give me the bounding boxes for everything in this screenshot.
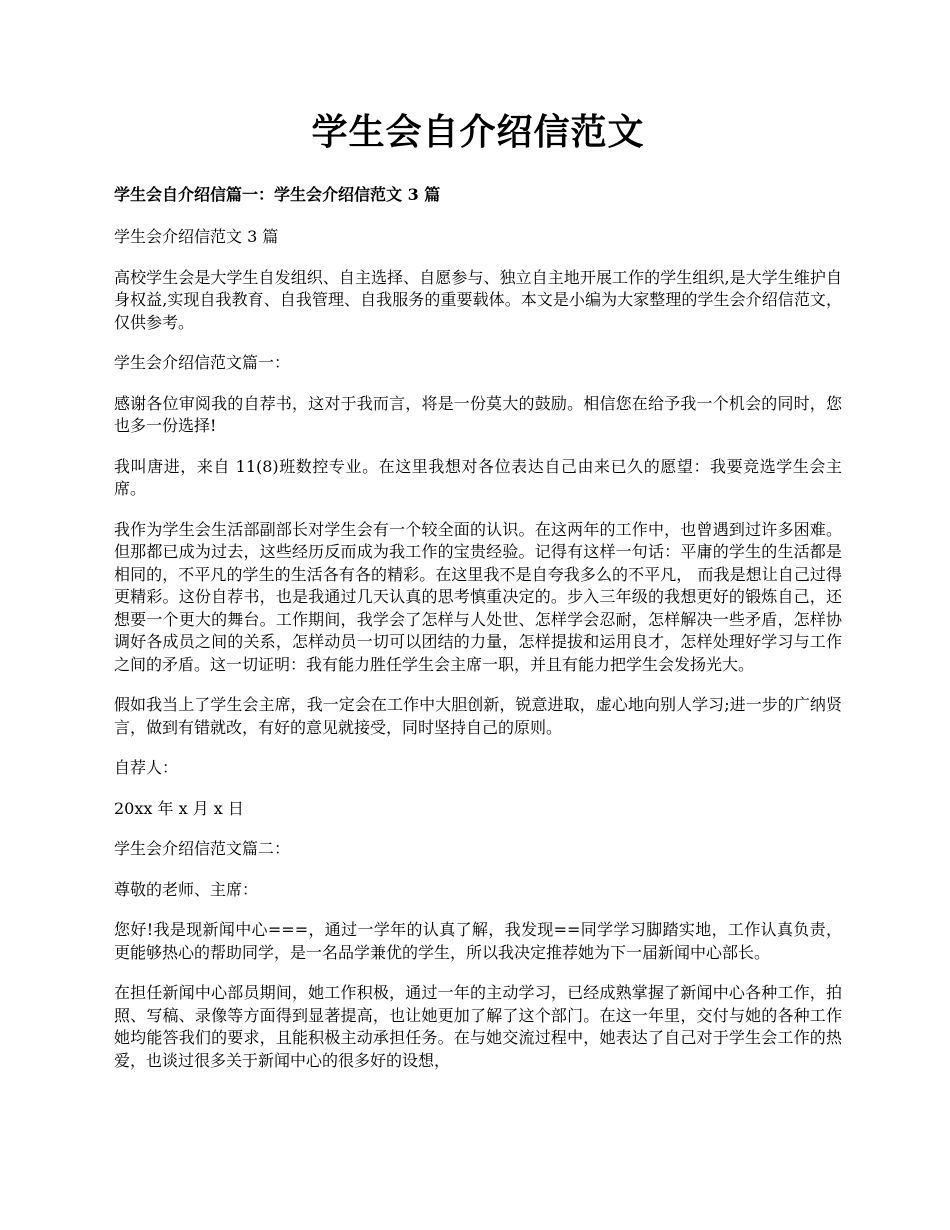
paragraph-date: 20xx 年 x 月 x 日	[114, 798, 244, 818]
section-heading: 学生会自介绍信篇一：学生会介绍信范文 3 篇	[114, 185, 441, 204]
paragraph-salutation: 尊敬的老师、主席：	[114, 879, 259, 899]
paragraph-signature-label: 自荐人：	[114, 758, 179, 777]
paragraph-thanks: 感谢各位审阅我的自荐书，这对于我而言，将是一份莫大的鼓励。相信您在给予我一个机会的同时，您也多一份选择!	[114, 393, 842, 435]
paragraph-experience: 我作为学生会生活部副部长对学生会有一个较全面的认识。在这两年的工作中，也曾遇到过许多困难。但那都已成为过去，这些经历反而成为我工作的宝贵经验。记得有这样一句话：平庸的学生的生活都是相同的，不平凡的学生的生活各有各的精彩。在这里我不是自夸我多么的不平凡， 而我是想让自己过得更精彩。这份自荐书，也是我通过几天认真的思考慎重决定的。步入三年级的我想更好的锻炼自己，还想要一个更大的舞台。工作期间，我学会了怎样与人处世、怎样学会忍耐，怎样解决一些矛盾，怎样协调好各成员之间的关系，怎样动员一切可以团结的力量，怎样提拔和运用良才，怎样处理好学习与工作之间的矛盾。这一切证明：我有能力胜任学生会主席一职，并且有能力把学生会发扬光大。	[114, 519, 842, 674]
paragraph-sample-one-heading: 学生会介绍信范文篇一：	[114, 353, 291, 372]
document-title: 学生会自介绍信范文	[311, 111, 645, 153]
paragraph-intro: 高校学生会是大学生自发组织、自主选择、自愿参与、独立自主地开展工作的学生组织,是大学生维护自身权益,实现自我教育、自我管理、自我服务的重要载体。本文是小编为大家整理的学生会介绍信范文，仅供参考。	[114, 267, 842, 332]
paragraph-self-intro: 我叫唐进，来自 11(8)班数控专业。在这里我想对各位表达自己由来已久的愿望：我要竞选学生会主席。	[114, 456, 842, 498]
paragraph-recommendation: 您好!我是现新闻中心===，通过一学年的认真了解，我发现==同学学习脚踏实地，工作认真负责，更能够热心的帮助同学，是一名品学兼优的学生，所以我决定推荐她为下一届新闻中心部长。	[114, 920, 842, 962]
paragraph-work-record: 在担任新闻中心部员期间，她工作积极，通过一年的主动学习，已经成熟掌握了新闻中心各种工作，拍照、写稿、录像等方面得到显著提高，也让她更加了解了这个部门。在这一年里，交付与她的各种工作她均能答我们的要求，且能积极主动承担任务。在与她交流过程中，她表达了自己对于学生会工作的热爱，也谈过很多关于新闻中心的很多好的设想，	[114, 983, 842, 1070]
paragraph-subtitle: 学生会介绍信范文 3 篇	[114, 227, 279, 246]
paragraph-sample-two-heading: 学生会介绍信范文篇二：	[114, 839, 291, 858]
paragraph-promise: 假如我当上了学生会主席，我一定会在工作中大胆创新，锐意进取，虚心地向别人学习;进一步的广纳贤言，做到有错就改，有好的意见就接受，同时坚持自己的原则。	[114, 695, 842, 737]
